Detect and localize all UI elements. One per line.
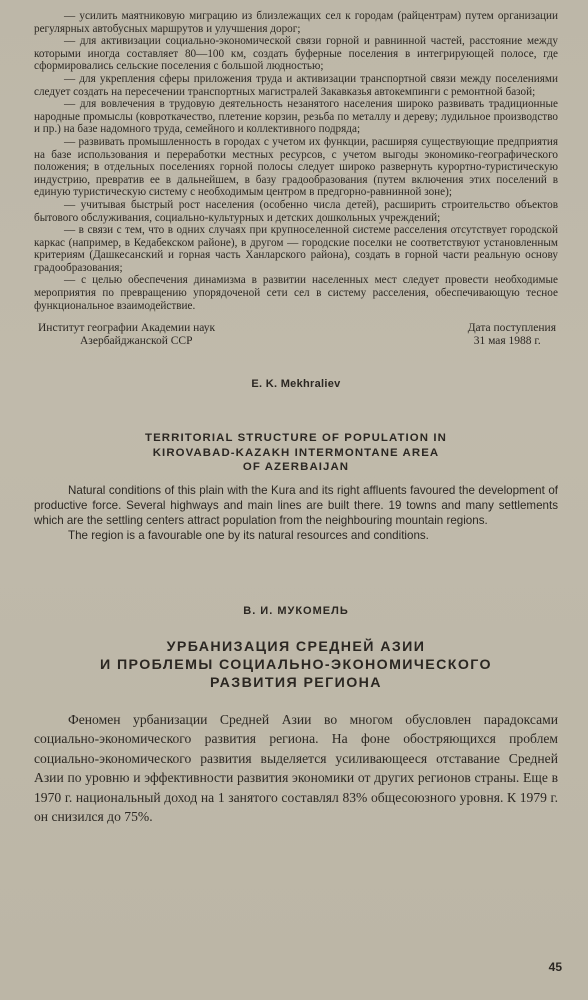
list-item: — развивать промышленность в городах с учетом их функции, расширяя существующие предприятия на базе использования и переработки местных ресурсов, с учетом выгоды экономико-географического положения; в отдельных поселениях горной полосы следует широко развернуть курортно-туристическую индустрию, превратив ее в дальнейшем, в базу градообразования (путем включения этих поселений в единую туристическую систему с необходимым центром в предгорно-равнинной зоне); bbox=[34, 135, 558, 199]
list-item: — усилить маятниковую миграцию из близлежащих сел к городам (райцентрам) путем организации регулярных автобусных маршрутов и улучшения дорог; bbox=[34, 10, 558, 35]
russian-title-line-1: УРБАНИЗАЦИЯ СРЕДНЕЙ АЗИИ bbox=[166, 638, 426, 655]
article-footer bbox=[34, 322, 558, 348]
receipt-date-label: Дата поступления bbox=[467, 322, 556, 335]
english-abstract-paragraph-2: The region is a favourable one by its natural resources and conditions. bbox=[68, 529, 429, 543]
russian-title-line-2: И ПРОБЛЕМЫ СОЦИАЛЬНО-ЭКОНОМИЧЕСКОГО bbox=[100, 656, 492, 673]
russian-title-line-3: РАЗВИТИЯ РЕГИОНА bbox=[210, 674, 382, 691]
institute-affiliation bbox=[34, 322, 215, 348]
english-abstract-paragraph-1: Natural conditions of this plain with the Kura and its right affluents favoured the development of productive force. Several highways and main lines are built there. 19 towns and many settlements which are the settling centers attract population from the neighbouring mountain regions. bbox=[34, 483, 558, 528]
receipt-date-value: 31 мая 1988 г. bbox=[473, 335, 541, 348]
english-author: E. K. Mekhraliev bbox=[251, 378, 341, 391]
list-item: — для вовлечения в трудовую деятельность незанятого населения широко развивать традиционные народные промыслы (ковроткачество, плетение корзин, резьба по металлу и дереву; лудильное производство и пр.) на базе надомного труда, семейного и коллективного подряда; bbox=[34, 98, 558, 136]
english-title-line-2: KIROVABAD-KAZAKH INTERMONTANE AREA bbox=[152, 446, 440, 459]
institute-line-1: Институт географии Академии наук bbox=[38, 322, 216, 335]
russian-body bbox=[34, 710, 558, 827]
english-title bbox=[34, 431, 558, 475]
recommendations-list bbox=[34, 10, 558, 312]
list-item: — для активизации социально-экономической связи горной и равнинной частей, расстояние между которыми иногда составляет 80—100 км, создать буферные поселения в интегрирующей полосе, где сформировались сельские поселения с большой людностью; bbox=[34, 35, 558, 73]
list-item: — в связи с тем, что в одних случаях при крупноселенной системе расселения отсутствует городской каркас (например, в Кедабекском районе), в другом — городские поселки не соответствуют установленным критериям (Дашкесанский и горная часть Ханларского района), создать в горной части реальную основу градообразования; bbox=[34, 224, 558, 274]
russian-title bbox=[34, 638, 558, 692]
russian-body-paragraph: Феномен урбанизации Средней Азии во многом обусловлен парадоксами социально-экономического развития региона. На фоне обостряющихся проблем социально-экономического развития выделяется усиливающееся отставание Средней Азии по уровню и эффективности развития экономики от других регионов страны. Еще в 1970 г. национальный доход на 1 занятого составлял 83% общесоюзного уровня. К 1979 г. он снизился до 75%. bbox=[34, 711, 558, 825]
receipt-date bbox=[468, 322, 558, 348]
english-title-line-1: TERRITORIAL STRUCTURE OF POPULATION IN bbox=[145, 432, 447, 445]
page-number: 45 bbox=[548, 960, 562, 974]
english-abstract bbox=[34, 483, 558, 544]
list-item: — для укрепления сферы приложения труда и активизации транспортной связи между поселениями следует создать на пересечении транспортных магистралей Закавказья автокемпинги с ремонтной базой; bbox=[34, 72, 558, 98]
institute-line-2: Азербайджанской ССР bbox=[80, 335, 193, 348]
english-title-line-3: OF AZERBAIJAN bbox=[242, 461, 350, 474]
list-item: — с целью обеспечения динамизма в развитии населенных мест следует провести необходимые мероприятия по превращению упорядоченой сети сел в систему расселения, обеспечивающую тесное функциональное взаимодействие. bbox=[34, 274, 558, 312]
russian-author: В. И. МУКОМЕЛЬ bbox=[243, 604, 349, 617]
list-item: — учитывая быстрый рост населения (особенно числа детей), расширить строительство объектов бытового обслуживания, социально-культурных и детских дошкольных учреждений; bbox=[34, 198, 558, 224]
